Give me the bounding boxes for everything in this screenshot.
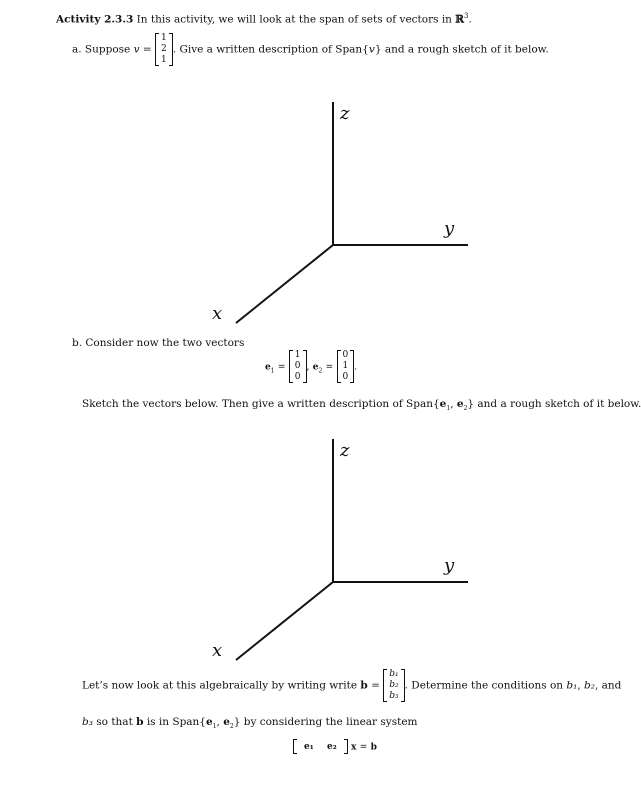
vector-b-entry: b₁ xyxy=(389,669,399,679)
system-b: b xyxy=(370,742,377,753)
algebra-line2-text2: is in Span{ xyxy=(146,716,206,728)
instruction-sep: , xyxy=(450,398,457,410)
algebra-line2-sep: , xyxy=(216,716,224,728)
algebra-text-after: . Determine the conditions on xyxy=(404,679,564,692)
e1-eq: = xyxy=(277,362,286,373)
vector-e1-entry: 0 xyxy=(294,361,301,371)
algebra-line2-e2: e xyxy=(223,716,230,728)
real-space-symbol: ℝ xyxy=(455,13,465,26)
part-b-label: b. Consider now the two vectors xyxy=(72,337,245,349)
algebra-line2-b: b xyxy=(136,716,144,728)
part-a-text-before: . Give a written description of Span{ xyxy=(172,43,369,56)
vector-b-entry: b₃ xyxy=(389,691,399,701)
algebra-line-1 xyxy=(82,669,621,702)
real-space-power: 3 xyxy=(464,12,469,20)
part-b-instruction xyxy=(82,398,641,412)
vector-e1 xyxy=(289,350,307,383)
algebra-line2-e2-sub: 2 xyxy=(229,723,234,731)
algebra-b1: b₁ xyxy=(566,679,578,692)
part-a-var: v xyxy=(133,43,140,56)
algebra-line2-e1-sub: 1 xyxy=(212,723,217,731)
part-a-text-var: v xyxy=(368,43,375,56)
sketch2-z-label: z xyxy=(340,440,350,461)
sketch2-y-label: y xyxy=(444,555,455,576)
part-a-eq: = xyxy=(142,43,152,56)
vector-e1-entry: 1 xyxy=(294,350,301,360)
vector-e2-entry: 0 xyxy=(342,350,349,360)
vector-e2 xyxy=(337,350,358,383)
instruction-e2-sub: 2 xyxy=(463,405,468,413)
vectors-period: . xyxy=(354,362,358,373)
activity-intro: In this activity, we will look at the span of sets of vectors in xyxy=(136,13,452,26)
algebra-line2-after: } by considering the linear system xyxy=(233,716,418,728)
instruction-after: } and a rough sketch of it below. xyxy=(467,398,641,410)
vectors-comma: , xyxy=(306,362,310,373)
instruction-before: Sketch the vectors below. Then give a written description of Span{ xyxy=(82,398,440,410)
header-period: . xyxy=(468,13,472,26)
e1-sub: 1 xyxy=(270,367,275,375)
algebra-sep2: , and xyxy=(594,679,622,692)
algebra-sep1: , xyxy=(577,679,581,692)
sketch2-x-axis xyxy=(236,582,333,660)
activity-number: Activity 2.3.3 xyxy=(56,13,134,26)
instruction-e2: e xyxy=(456,398,464,410)
vector-e2-entry: 1 xyxy=(342,361,349,371)
system-e1: e₁ xyxy=(304,742,314,752)
augmented-matrix xyxy=(293,739,348,754)
part-a-text-after: } and a rough sketch of it below. xyxy=(374,43,549,56)
system-e2: e₂ xyxy=(327,742,337,752)
sketch1-x-label: x xyxy=(212,303,223,324)
algebra-b: b xyxy=(360,679,368,692)
algebra-b2: b₂ xyxy=(584,679,595,692)
vector-e1-entry: 0 xyxy=(294,372,301,382)
part-a-label: a. Suppose xyxy=(72,43,131,56)
part-b-vectors xyxy=(265,350,357,383)
vector-b xyxy=(383,669,404,702)
vector-e2-entry: 0 xyxy=(342,372,349,382)
sketch1-x-axis xyxy=(236,245,333,323)
sketch2-x-label: x xyxy=(212,640,223,661)
vector-b-entry: b₂ xyxy=(389,680,399,690)
e2-sub: 2 xyxy=(318,367,323,375)
instruction-e1: e xyxy=(439,398,447,410)
algebra-eq: = xyxy=(371,679,380,692)
e2-eq: = xyxy=(325,362,334,373)
vector-v-entry: 1 xyxy=(161,55,167,65)
system-x: x xyxy=(351,742,357,753)
linear-system xyxy=(293,739,377,754)
instruction-e1-sub: 1 xyxy=(446,405,451,413)
e2-label: e xyxy=(312,362,319,373)
vector-v-entry: 2 xyxy=(161,44,167,54)
algebra-text-before: Let’s now look at this algebraically by writing write xyxy=(82,679,358,692)
system-eq: = xyxy=(359,742,368,753)
algebra-line2-text: so that xyxy=(96,716,133,728)
algebra-b3: b₃ xyxy=(82,716,93,728)
algebra-line2-e1: e xyxy=(206,716,213,728)
sketch1-y-label: y xyxy=(444,218,455,239)
algebra-line-2 xyxy=(82,716,418,730)
vector-v-entry: 1 xyxy=(161,33,167,43)
e1-label: e xyxy=(265,362,271,373)
sketch1-z-label: z xyxy=(340,103,350,124)
